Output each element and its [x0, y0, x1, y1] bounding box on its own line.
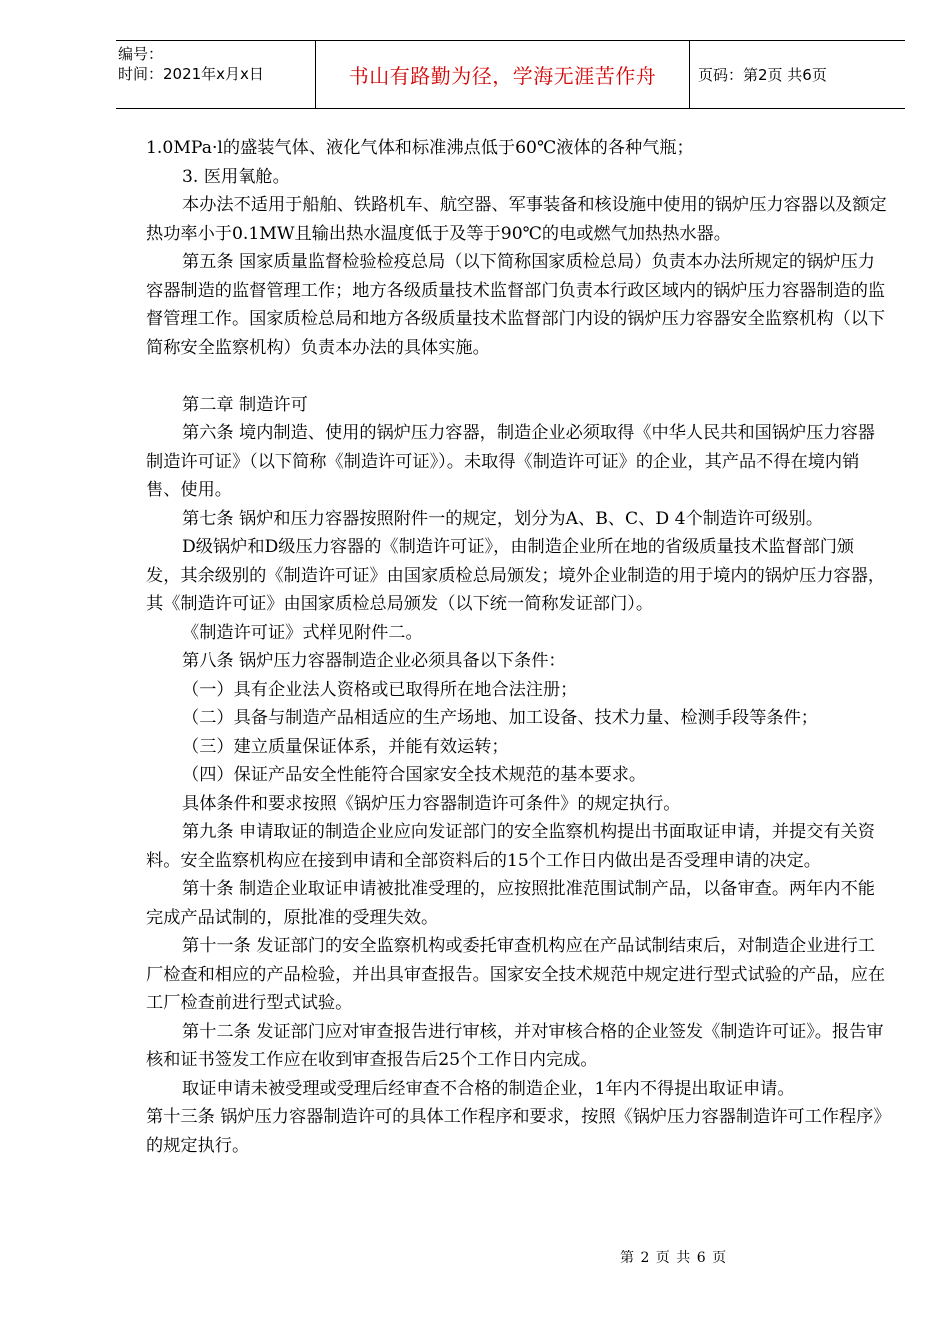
paragraph: 3. 医用氧舱。: [182, 166, 290, 187]
paragraph: 第十条 制造企业取证申请被批准受理的，应按照批准范围试制产品，以备审查。两年内不能完成产品试制的，原批准的受理失效。: [146, 879, 875, 928]
header-page-cell: [690, 41, 905, 108]
list-item: （三）建立质量保证体系，并能有效运转；: [182, 736, 509, 757]
paragraph: 具体条件和要求按照《锅炉压力容器制造许可条件》的规定执行。: [182, 793, 681, 814]
paragraph: 第九条 申请取证的制造企业应向发证部门的安全监察机构提出书面取证申请，并提交有关资料。安全监察机构应在接到申请和全部资料后的15个工作日内做出是否受理申请的决定。: [146, 822, 875, 871]
paragraph: 第十三条 锅炉压力容器制造许可的具体工作程序和要求，按照《锅炉压力容器制造许可工作程序》的规定执行。: [146, 1107, 882, 1156]
paragraph: 第八条 锅炉压力容器制造企业必须具备以下条件：: [182, 651, 566, 671]
page-footer: 第 2 页 共 6 页: [620, 1250, 728, 1266]
page-header: [116, 40, 905, 109]
list-item: （二）具备与制造产品相适应的生产场地、加工设备、技术力量、检测手段等条件；: [182, 708, 818, 728]
serial-label: 编号：: [118, 45, 164, 63]
paragraph: 《制造许可证》式样见附件二。: [182, 622, 423, 643]
list-item: （四）保证产品安全性能符合国家安全技术规范的基本要求。: [182, 765, 647, 785]
paragraph: 第六条 境内制造、使用的锅炉压力容器，制造企业必须取得《中华人民共和国锅炉压力容器制造许可证》（以下简称《制造许可证》）。未取得《制造许可证》的企业，其产品不得在境内销售、使用。: [146, 423, 875, 500]
header-page-label: 页码：第2页 共6页: [698, 66, 827, 84]
blank-line: [146, 362, 888, 391]
list-item: （一）具有企业法人资格或已取得所在地合法注册；: [182, 679, 578, 700]
paragraph: 第五条 国家质量监督检验检疫总局（以下简称国家质检总局）负责本办法所规定的锅炉压力容器制造的监督管理工作；地方各级质量技术监督部门负责本行政区域内的锅炉压力容器制造的监督管理工作。国家质检总局和地方各级质量技术监督部门内设的锅炉压力容器安全监察机构（以下简称安全监察机构）负责本办法的具体实施。: [146, 252, 886, 358]
time-label: 时间：2021年x月x日: [118, 65, 264, 83]
header-motto: 书山有路勤为径，学海无涯苦作舟: [348, 64, 657, 88]
header-motto-cell: [315, 41, 690, 108]
paragraph: D级锅炉和D级压力容器的《制造许可证》，由制造企业所在地的省级质量技术监督部门颁发，其余级别的《制造许可证》由国家质检总局颁发；境外企业制造的用于境内的锅炉压力容器，其《制造许可证》由国家质检总局颁发（以下统一简称发证部门）。: [146, 537, 886, 614]
paragraph: 第十二条 发证部门应对审查报告进行审核，并对审核合格的企业签发《制造许可证》。报告审核和证书签发工作应在收到审查报告后25个工作日内完成。: [146, 1021, 884, 1070]
header-meta: [116, 41, 315, 108]
document-body: [146, 134, 888, 1160]
paragraph: 第七条 锅炉和压力容器按照附件一的规定，划分为A、B、C、D 4个制造许可级别。: [182, 508, 824, 529]
chapter-heading: 第二章 制造许可: [182, 394, 308, 415]
paragraph: 取证申请未被受理或受理后经审查不合格的制造企业，1年内不得提出取证申请。: [182, 1078, 795, 1099]
paragraph: 1.0MPa·l的盛装气体、液化气体和标准沸点低于60℃液体的各种气瓶；: [146, 138, 694, 158]
paragraph: 本办法不适用于船舶、铁路机车、航空器、军事装备和核设施中使用的锅炉压力容器以及额定热功率小于0.1MW且输出热水温度低于及等于90℃的电或燃气加热热水器。: [146, 195, 887, 244]
paragraph: 第十一条 发证部门的安全监察机构或委托审查机构应在产品试制结束后，对制造企业进行工厂检查和相应的产品检验，并出具审查报告。国家安全技术规范中规定进行型式试验的产品，应在工厂检查前进行型式试验。: [146, 936, 886, 1013]
